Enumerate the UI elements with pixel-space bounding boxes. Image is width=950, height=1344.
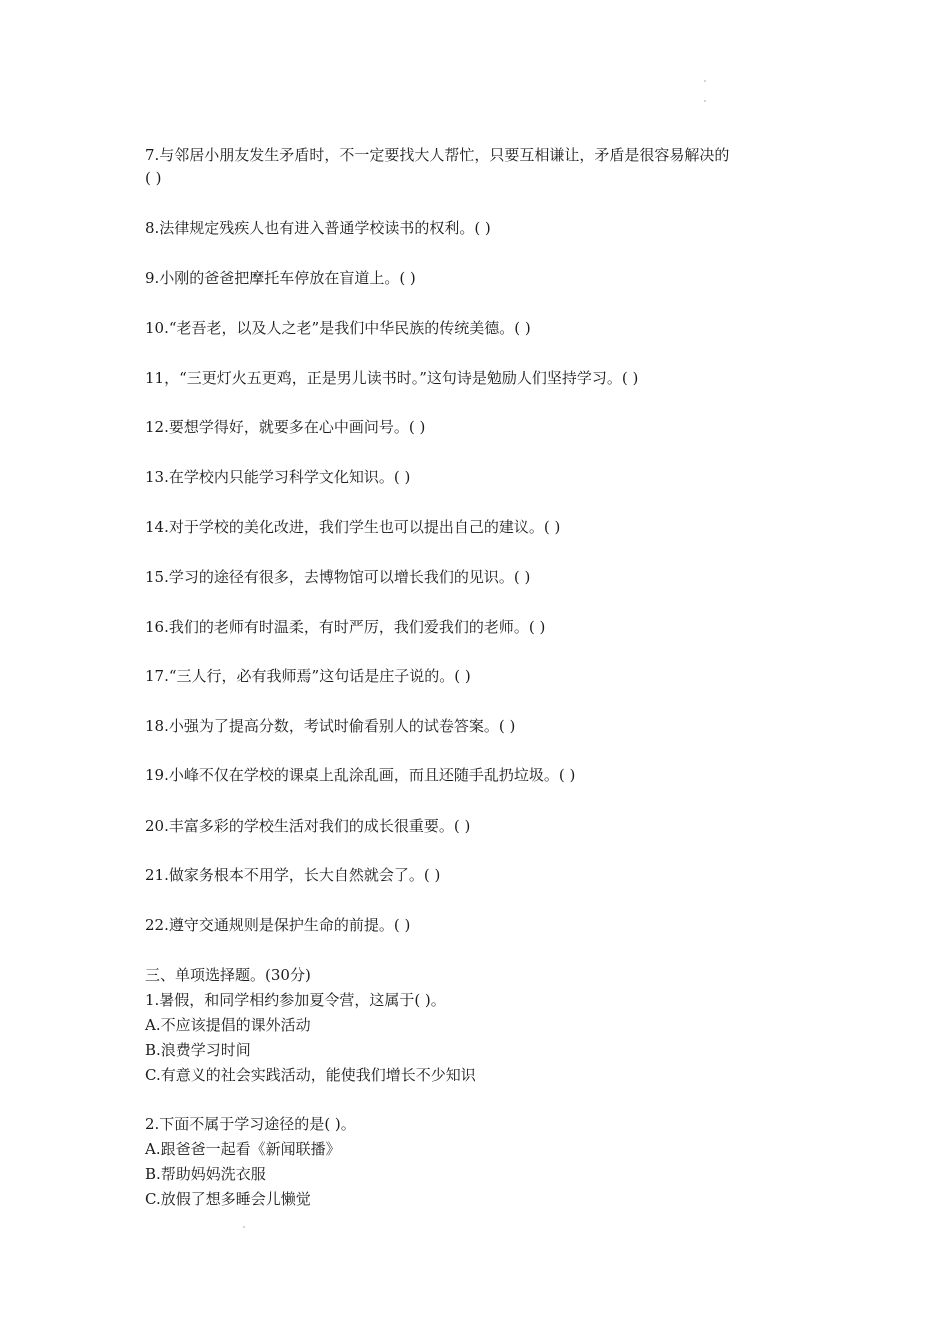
question-15: 15.学习的途径有很多，去博物馆可以增长我们的见识。( ) [145,568,531,586]
question-10: 10.“老吾老，以及人之老”是我们中华民族的传统美德。( ) [145,319,531,337]
scan-speck [704,80,706,82]
question-11: 11，“三更灯火五更鸡，正是男儿读书时。”这句诗是勉励人们坚持学习。( ) [145,369,639,387]
question-18: 18.小强为了提高分数，考试时偷看别人的试卷答案。( ) [145,717,516,735]
question-9: 9.小刚的爸爸把摩托车停放在盲道上。( ) [145,269,416,287]
choice-1-stem: 1.暑假，和同学相约参加夏令营，这属于( )。 [145,991,446,1009]
question-17: 17.“三人行，必有我师焉”这句话是庄子说的。( ) [145,667,471,685]
choice-2-option-a: A.跟爸爸一起看《新闻联播》 [145,1140,341,1158]
choice-2-option-b: B.帮助妈妈洗衣服 [145,1165,266,1183]
question-14: 14.对于学校的美化改进，我们学生也可以提出自己的建议。( ) [145,518,561,536]
question-20: 20.丰富多彩的学校生活对我们的成长很重要。( ) [145,817,471,835]
scan-speck [243,1226,245,1228]
question-13: 13.在学校内只能学习科学文化知识。( ) [145,468,411,486]
question-22: 22.遵守交通规则是保护生命的前提。( ) [145,916,411,934]
choice-1-option-c: C.有意义的社会实践活动，能使我们增长不少知识 [145,1066,476,1084]
question-19: 19.小峰不仅在学校的课桌上乱涂乱画，而且还随手乱扔垃圾。( ) [145,766,576,784]
question-8: 8.法律规定残疾人也有进入普通学校读书的权利。( ) [145,219,491,237]
question-21: 21.做家务根本不用学，长大自然就会了。( ) [145,866,441,884]
scan-speck [704,100,706,102]
choice-2-option-c: C.放假了想多睡会儿懒觉 [145,1190,311,1208]
choice-1-option-a: A.不应该提倡的课外活动 [145,1016,311,1034]
question-7-line-2: ( ) [145,169,162,187]
section-heading: 三、单项选择题。(30分) [145,966,311,984]
choice-1-option-b: B.浪费学习时间 [145,1041,251,1059]
question-7-line-1: 7.与邻居小朋友发生矛盾时，不一定要找大人帮忙，只要互相谦让，矛盾是很容易解决的 [145,146,730,164]
choice-2-stem: 2.下面不属于学习途径的是( )。 [145,1115,356,1133]
question-12: 12.要想学得好，就要多在心中画问号。( ) [145,418,426,436]
question-16: 16.我们的老师有时温柔，有时严厉，我们爱我们的老师。( ) [145,618,546,636]
